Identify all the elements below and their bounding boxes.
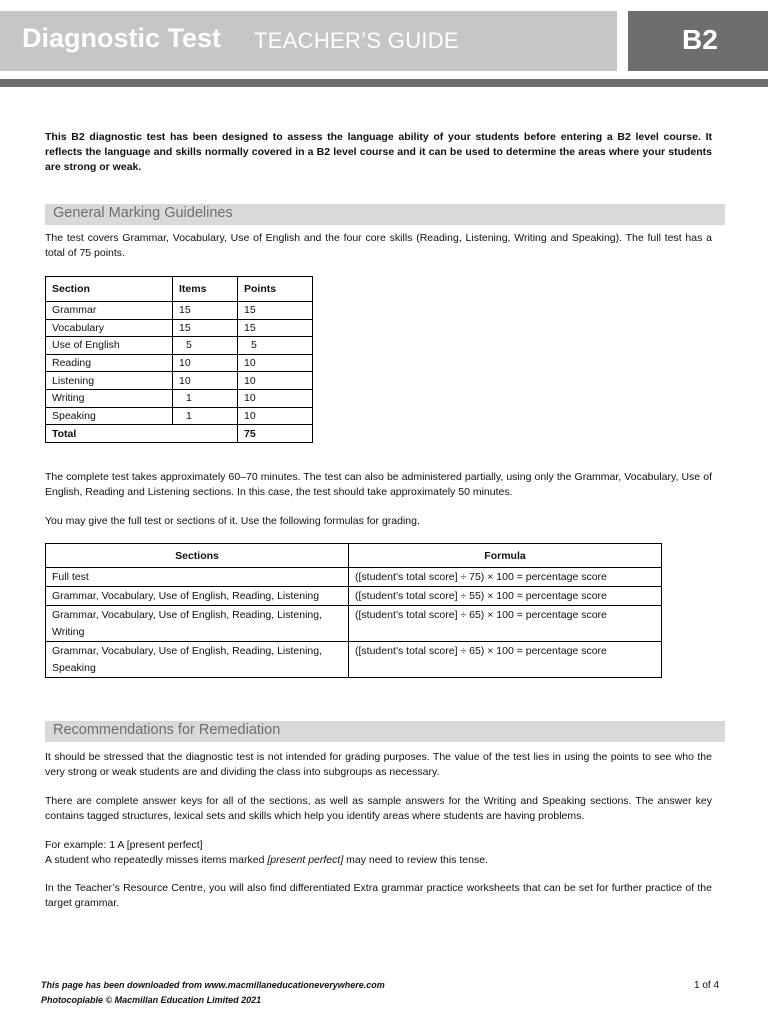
example-tag: [present perfect] [267, 854, 344, 866]
table-row [46, 606, 662, 642]
total-value: 75 [238, 425, 313, 443]
table-cell: Full test [46, 568, 349, 587]
table-row [46, 642, 662, 678]
header-divider [0, 79, 768, 87]
table-cell: 10 [173, 354, 238, 372]
document-title: Diagnostic Test [22, 23, 222, 53]
remediation-paragraph-1: It should be stressed that the diagnostic test is not intended for grading purposes. The value of the test lies in using the points to see who the very strong or weak students are and dividing the class into subgroups as necessary. [45, 751, 712, 778]
table-cell: Writing [46, 389, 173, 407]
table-cell: 5 [238, 337, 313, 355]
example-line: For example: 1 A [present perfect] [45, 839, 203, 851]
table-cell: 10 [238, 389, 313, 407]
example-text-pre: A student who repeatedly misses items marked [45, 854, 268, 866]
level-badge [628, 11, 768, 71]
table-row [46, 372, 313, 390]
table-cell: Reading [46, 354, 173, 372]
table-cell: 5 [173, 337, 238, 355]
table-cell: Grammar, Vocabulary, Use of English, Reading, Listening [46, 587, 349, 606]
marking-paragraph-2: The complete test takes approximately 60–70 minutes. The test can also be administered partially, using only the Grammar, Vocabulary, Use of English, Reading and Listening sections. In this case, the test should take approximately 50 minutes. [45, 471, 712, 498]
section-heading-marking [45, 204, 725, 225]
section-heading-text: Recommendations for Remediation [53, 722, 281, 738]
table-total-row [46, 425, 313, 443]
section-heading-remediation [45, 721, 725, 742]
marking-paragraph-1: The test covers Grammar, Vocabulary, Use of English and the four core skills (Reading, Listening, Writing and Speaking). The full test has a total of 75 points. [45, 232, 712, 259]
table-cell: 15 [238, 319, 313, 337]
marking-paragraph-3: You may give the full test or sections of it. Use the following formulas for grading. [45, 515, 420, 527]
table-header-cell: Points [238, 277, 313, 302]
table-cell: 10 [173, 372, 238, 390]
table-cell: 15 [173, 319, 238, 337]
table-cell: ([student’s total score] ÷ 65) × 100 = percentage score [349, 606, 662, 642]
table-row [46, 568, 662, 587]
table-cell: Grammar, Vocabulary, Use of English, Reading, Listening, Speaking [46, 642, 349, 678]
table-cell: 1 [173, 389, 238, 407]
table-cell: ([student’s total score] ÷ 55) × 100 = percentage score [349, 587, 662, 606]
formula-table [45, 543, 662, 678]
level-label: B2 [682, 24, 718, 55]
total-label: Total [46, 425, 238, 443]
table-header-cell: Formula [349, 544, 662, 568]
table-cell: ([student’s total score] ÷ 65) × 100 = percentage score [349, 642, 662, 678]
remediation-paragraph-2: There are complete answer keys for all of the sections, as well as sample answers for the Writing and Speaking sections. The answer key contains tagged structures, lexical sets and skills which help you identify areas where students are having problems. [45, 795, 712, 822]
table-header-row [46, 277, 313, 302]
footer-notice [41, 978, 385, 1008]
table-row [46, 407, 313, 425]
footer-download-line: This page has been downloaded from www.macmillaneducationeverywhere.com [41, 980, 385, 990]
remediation-example [45, 838, 712, 868]
table-row [46, 354, 313, 372]
footer-copyright-line: Photocopiable © Macmillan Education Limited 2021 [41, 995, 262, 1005]
table-cell: Use of English [46, 337, 173, 355]
table-cell: Grammar [46, 302, 173, 320]
table-cell: Grammar, Vocabulary, Use of English, Reading, Listening, Writing [46, 606, 349, 642]
table-header-cell: Items [173, 277, 238, 302]
table-cell: 1 [173, 407, 238, 425]
page-number: 1 of 4 [694, 980, 720, 991]
table-cell: 10 [238, 372, 313, 390]
document-subtitle: TEACHER’S GUIDE [254, 28, 459, 53]
table-row [46, 337, 313, 355]
table-row [46, 302, 313, 320]
table-row [46, 319, 313, 337]
section-heading-text: General Marking Guidelines [53, 205, 233, 221]
table-cell: 15 [238, 302, 313, 320]
remediation-paragraph-4: In the Teacher’s Resource Centre, you will also find differentiated Extra grammar practice worksheets that can be set for further practice of the target grammar. [45, 882, 712, 909]
table-cell: Listening [46, 372, 173, 390]
table-header-cell: Section [46, 277, 173, 302]
table-cell: Speaking [46, 407, 173, 425]
example-explanation [45, 853, 712, 868]
intro-paragraph: This B2 diagnostic test has been designed to assess the language ability of your students before entering a B2 level course. It reflects the language and skills normally covered in a B2 level course and it can be used to determine the areas where your students are strong or weak. [45, 131, 712, 173]
table-cell: ([student’s total score] ÷ 75) × 100 = percentage score [349, 568, 662, 587]
table-cell: 10 [238, 354, 313, 372]
table-header-row [46, 544, 662, 568]
header-banner [0, 11, 617, 71]
example-text-post: may need to review this tense. [343, 854, 488, 866]
table-cell: Vocabulary [46, 319, 173, 337]
table-row [46, 587, 662, 606]
table-header-cell: Sections [46, 544, 349, 568]
table-row [46, 389, 313, 407]
points-table [45, 276, 313, 443]
table-cell: 10 [238, 407, 313, 425]
table-cell: 15 [173, 302, 238, 320]
